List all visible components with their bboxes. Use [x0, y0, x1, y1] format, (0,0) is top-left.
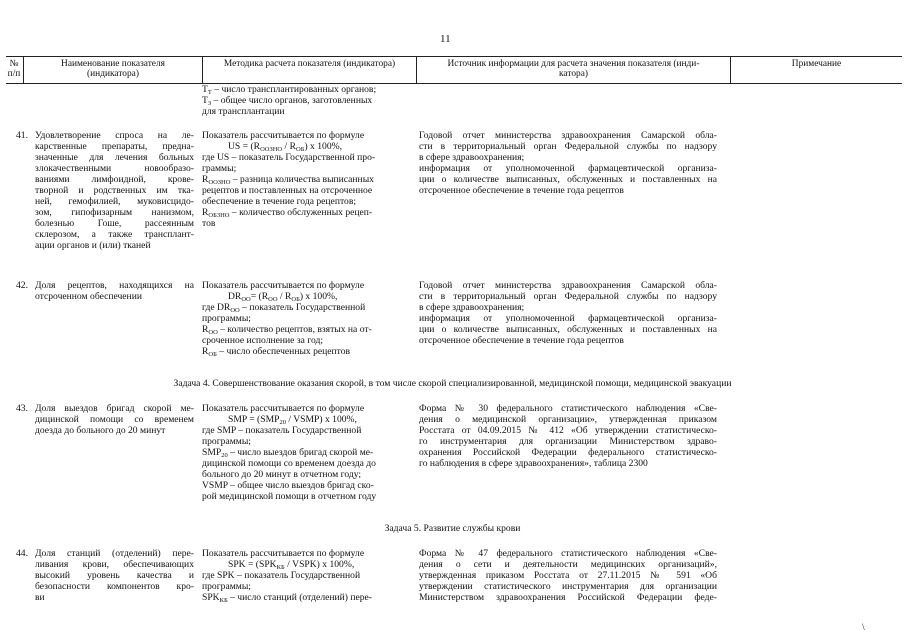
information-source: Годовой отчет министерства здравоохранения Самарской обла- сти в территориальный орган Федеральной службы по надзору в сфере здравоохранения; информация от уполномоченной фармацевтической организа- ции о количестве выписанных, обслуженных и поставленных на отсроченное обеспечение в течение года рецептов	[419, 280, 717, 346]
indicator-name: Доля выездов бригад скорой ме- дицинской помощи со временем доезда до больного до 20 минут	[35, 403, 194, 436]
scan-mark: \	[862, 622, 865, 633]
formula: SPK = ($SPK_{КБ}$ / VSPK) x 100%,	[228, 559, 355, 571]
formula: $DR_{ОО}= (R_{ОО} / R_{ОБ})$ x 100%,	[228, 291, 338, 303]
header-col-name: Наименование показателя (индикатора)	[61, 59, 165, 79]
indicator-name: Доля станций (отделений) пере- ливания крови, обеспечивающих высокий уровень качества и безопасности компонентов кро- ви	[35, 548, 194, 603]
row-number: 42.	[16, 280, 28, 291]
information-source: Годовой отчет министерства здравоохранения Самарской обла- сти в территориальный орган Федеральной службы по надзору в сфере здравоохранения; информация от уполномоченной фармацевтической организа- ции о количестве выписанных, обслуженных и поставленных на отсроченное обеспечение в течение года рецептов	[419, 130, 717, 196]
information-source: Форма № 30 федерального статистического наблюдения «Све- дения о медицинской организации», утвержденная приказом Росстата от 04.09.2015 № 412 «Об утверждении статистическо- го инструментария для организации Министерством здраво- охранения Российской Федерации федерального статистическо- го наблюдения в сфере здравоохранения», таблица 2300	[419, 403, 717, 469]
row-number: 43.	[16, 403, 28, 414]
indicator-name: Удовлетворение спроса на ле- карственные препараты, предна- значенные для лечения больных злокачественными новообразо- ваниями лимфоидной, крове- творной и родственных им тка- ней, гемофилией, муковисцидо- зом, гипофизарным нанизмом, болезнью Гоше, рассеянным склерозом, а также трансплант- ации органов и (или) тканей	[35, 130, 194, 251]
method-line: $Т_З$ – общее число органов, заготовленных	[202, 95, 373, 107]
method-line: $Т_Т$ – число трансплантированных органов;	[202, 84, 377, 96]
header-col-method: Методика расчета показателя (индикатора)	[223, 59, 396, 69]
calculation-method: Показатель рассчитывается по формуле $DR_{ОО}= (R_{ОО} / R_{ОБ})$ x 100%, где $DR_{ОО}$ – показатель Государственной программы; $R_{ОО}$ – количество рецептов, взятых на от- сроченное исполнение за год; $R_{ОБ}$ – число обеспеченных рецептов	[202, 280, 410, 357]
table-header	[6, 56, 902, 84]
formula: SMP = ($SMP_{20}$ / VSMP) x 100%,	[228, 414, 357, 426]
header-col-source: Источник информации для расчета значения показателя (инди- катора)	[447, 59, 700, 79]
page-number: 11	[440, 33, 451, 45]
method-line: для трансплантации	[202, 106, 285, 117]
calculation-method: Показатель рассчитывается по формуле US = $(R_{ООЗНО} / R_{ОБ})$ x 100%, где US – показатель Государственной про- граммы; $R_{ООЗНО}$ – разница количества выписанных рецептов и поставленных на отсроченное обеспечение в течение года рецептов; $R_{ОБЗНО}$ – количество обслуженных рецеп- тов	[202, 130, 410, 229]
calculation-method: Показатель рассчитывается по формуле SMP = ($SMP_{20}$ / VSMP) x 100%, где SMP – показатель Государственной программы; $SMP_{20}$ – число выездов бригад скорой ме- дицинской помощи со временем доезда до больного до 20 минут в отчетном году; VSMP – общее число выездов бригад ско- рой медицинской помощи в отчетном году	[202, 403, 410, 502]
indicator-name: Доля рецептов, находящихся на отсроченном обеспечении	[35, 280, 194, 302]
task-5-heading: Задача 5. Развитие службы крови	[384, 523, 521, 534]
row-number: 41.	[16, 130, 28, 141]
calculation-method: Показатель рассчитывается по формуле SPK = ($SPK_{КБ}$ / VSPK) x 100%, где SPK – показатель Государственной программы; $SPK_{КБ}$ – число станций (отделений) пере-	[202, 548, 410, 603]
formula: US = $(R_{ООЗНО} / R_{ОБ})$ x 100%,	[228, 141, 343, 153]
information-source: Форма № 47 федерального статистического наблюдения «Све- дения о сети и деятельности медицинских организаций», утвержденная приказом Росстата от 27.11.2015 № 591 «Об утверждении статистического инструментария для организации Министерством здравоохранения Российской Федерации феде-	[419, 548, 717, 603]
header-col-note: Примечание	[791, 59, 842, 69]
header-col-number: № п/п	[7, 59, 21, 79]
task-4-heading: Задача 4. Совершенствование оказания скорой, в том числе скорой специализированной, медицинской помощи, медицинской эвакуации	[173, 378, 732, 389]
row-number: 44.	[16, 548, 28, 559]
